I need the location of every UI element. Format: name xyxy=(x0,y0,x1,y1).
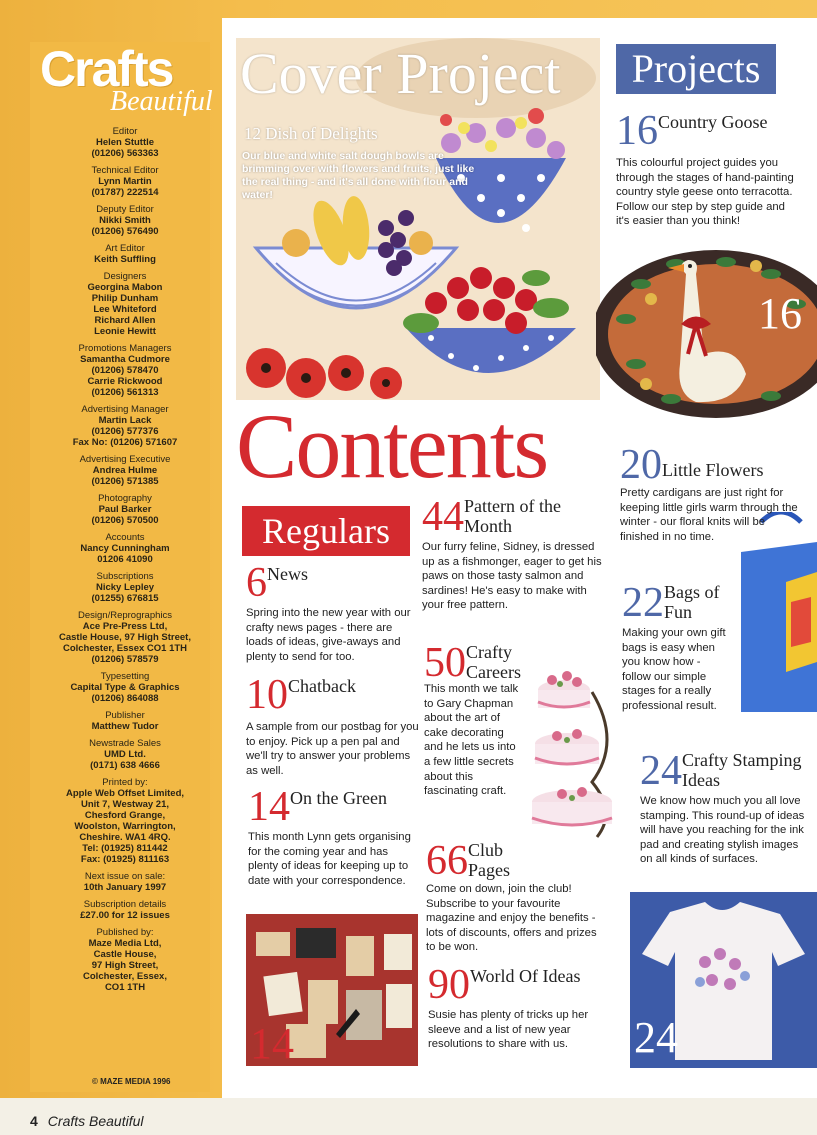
item-title: Little Flowers xyxy=(662,460,764,480)
staff-value: Georgina Mabon Philip Dunham Lee Whiteford Richard Allen Leonie Hewitt xyxy=(87,282,163,337)
goose-photo-number: 16 xyxy=(758,289,802,338)
page-footer xyxy=(30,1113,144,1129)
item-title: On the Green xyxy=(290,788,387,808)
staff-value: Andrea Hulme (01206) 571385 xyxy=(91,465,159,487)
staff-role: Publisher xyxy=(105,710,145,721)
project-item-country-goose[interactable] xyxy=(616,110,796,229)
staff-value: UMD Ltd. (0171) 638 4666 xyxy=(90,749,160,771)
copyright-notice: © MAZE MEDIA 1996 xyxy=(92,1077,171,1086)
item-description: This month Lynn gets organising for the coming year and has plenty of ideas for keeping up to date with your correspondence. xyxy=(248,831,411,887)
staff-credit xyxy=(40,271,210,337)
page-number: 90 xyxy=(428,962,470,1008)
staff-credit xyxy=(40,871,210,893)
item-description: Making your own gift bags is easy when you know how - follow our simple stages for a really professional result. xyxy=(622,627,726,712)
staff-value: Nikki Smith (01206) 576490 xyxy=(91,215,159,237)
staff-role: Newstrade Sales xyxy=(89,738,161,749)
stationery-photo-number: 14 xyxy=(250,1019,294,1068)
staff-value: 10th January 1997 xyxy=(83,882,167,893)
staff-value: Apple Web Offset Limited, Unit 7, Westway 21, Chesford Grange, Woolston, Warrington, Cheshire. WA1 4RQ. Tel: (01925) 811442 Fax: (01925) 811163 xyxy=(65,788,185,865)
staff-credit xyxy=(40,738,210,771)
item-description: We know how much you all love stamping. This round-up of ideas will have you reaching for the ink pad and creating stylish images on all kinds of surfaces. xyxy=(640,795,805,866)
staff-role: Advertising Manager xyxy=(81,404,169,415)
item-description: This colourful project guides you through the stages of hand-painting country style geese onto terracotta. Follow our step by step guide and it's easier than you think! xyxy=(616,157,794,228)
item-title: Crafty Stamping Ideas xyxy=(682,750,802,790)
item-title: Pattern of the Month xyxy=(464,496,561,536)
staff-credit xyxy=(40,571,210,604)
page-number: 14 xyxy=(248,784,290,830)
crafts-beautiful-logo xyxy=(40,41,213,117)
regular-item-pattern-of-the-month[interactable] xyxy=(422,496,602,613)
page-number: 24 xyxy=(640,748,682,794)
page-number: 10 xyxy=(246,672,288,718)
staff-credit xyxy=(40,777,210,865)
staff-role: Promotions Managers xyxy=(78,343,172,354)
item-description: Our furry feline, Sidney, is dressed up as a fishmonger, eager to get his paws on those tasty salmon and sardines! He's easy to make with your free pattern. xyxy=(422,541,602,612)
staff-value: Keith Suffling xyxy=(94,254,156,265)
staff-role: Advertising Executive xyxy=(79,454,171,465)
item-description: This month we talk to Gary Chapman about the art of cake decorating and he lets us into a few little secrets about this fascinating craft. xyxy=(424,683,519,798)
staff-value: Lynn Martin (01787) 222514 xyxy=(91,176,159,198)
project-item-bags-of-fun[interactable] xyxy=(622,582,732,714)
staff-credit xyxy=(40,927,210,993)
staff-credit xyxy=(40,404,210,448)
staff-credit xyxy=(40,899,210,921)
staff-role: Subscription details xyxy=(83,899,167,910)
staff-value: Samantha Cudmore (01206) 578470 Carrie Rickwood (01206) 561313 xyxy=(80,354,170,398)
staff-credit xyxy=(40,454,210,487)
regulars-banner: Regulars xyxy=(242,506,410,556)
staff-credit xyxy=(40,493,210,526)
page-number: 16 xyxy=(616,108,658,154)
staff-role: Editor xyxy=(112,126,138,137)
item-description: A sample from our postbag for you to enjoy. Pick up a pen pal and we'll try to answer your problems as well. xyxy=(246,721,419,777)
staff-role: Subscriptions xyxy=(96,571,154,582)
item-title: Country Goose xyxy=(658,112,768,132)
staff-value: Nicky Lepley (01255) 676815 xyxy=(91,582,159,604)
staff-value: Capital Type & Graphics (01206) 864088 xyxy=(70,682,180,704)
item-description: Spring into the new year with our crafty news pages - there are loads of ideas, give-aways and plenty to send for too. xyxy=(246,607,411,663)
regular-item-on-the-green[interactable] xyxy=(248,786,424,888)
staff-value: Paul Barker (01206) 570500 xyxy=(91,504,159,526)
staff-role: Design/Reprographics xyxy=(78,610,172,621)
staff-role: Typesetting xyxy=(100,671,150,682)
logo-main: Crafts xyxy=(40,41,173,97)
cover-project-title: Cover Project xyxy=(240,41,561,106)
staff-role: Accounts xyxy=(105,532,145,543)
item-title: Crafty Careers xyxy=(466,642,521,682)
staff-credit xyxy=(40,610,210,665)
staff-credit xyxy=(40,671,210,704)
page-number: 6 xyxy=(246,560,267,606)
page-number: 50 xyxy=(424,640,466,686)
footer-magazine-name: Crafts Beautiful xyxy=(47,1113,144,1129)
page-number: 22 xyxy=(622,580,664,626)
staff-value: Matthew Tudor xyxy=(91,721,159,732)
contents-title: Contents xyxy=(236,395,548,497)
staff-value: Martin Lack (01206) 577376 Fax No: (01206) 571607 xyxy=(72,415,178,448)
item-description: Susie has plenty of tricks up her sleeve and a list of new year resolutions to share with us. xyxy=(428,1009,589,1051)
tshirt-photo-number: 24 xyxy=(634,1013,678,1062)
staff-role: Designers xyxy=(103,271,147,282)
staff-credit xyxy=(40,710,210,732)
staff-credit xyxy=(40,243,210,265)
staff-credit xyxy=(40,126,210,159)
item-description: Come on down, join the club! Subscribe to your favourite magazine and enjoy the benefits - lots of discounts, offers and prizes to be won. xyxy=(426,883,597,954)
staff-credit xyxy=(40,165,210,198)
cover-project-description: Our blue and white salt dough bowls are brimming over with flowers and fruits, just like the real thing - and it's all done with flour and water! xyxy=(242,150,475,201)
staff-value: £27.00 for 12 issues xyxy=(80,910,170,921)
item-title: Club Pages xyxy=(468,840,510,880)
project-item-little-flowers[interactable] xyxy=(620,444,798,544)
regular-item-crafty-careers[interactable] xyxy=(424,642,604,799)
staff-credit xyxy=(40,532,210,565)
item-title: World Of Ideas xyxy=(470,966,581,986)
staff-role: Next issue on sale: xyxy=(84,871,166,882)
staff-role: Photography xyxy=(98,493,152,504)
staff-value: Ace Pre-Press Ltd, Castle House, 97 High Street, Colchester, Essex CO1 1TH (01206) 578579 xyxy=(59,621,191,665)
regular-item-chatback[interactable] xyxy=(246,674,422,778)
staff-credits xyxy=(40,126,210,999)
page-number: 20 xyxy=(620,442,662,488)
logo-sub: Beautiful xyxy=(110,86,213,117)
regular-item-world-of-ideas[interactable] xyxy=(428,964,608,1052)
item-title: Bags of Fun xyxy=(664,582,720,622)
page-number: 66 xyxy=(426,838,468,884)
footer-page-number: 4 xyxy=(30,1113,38,1129)
page-number: 44 xyxy=(422,494,464,540)
staff-role: Technical Editor xyxy=(91,165,159,176)
staff-role: Deputy Editor xyxy=(96,204,154,215)
item-description: Pretty cardigans are just right for keeping little girls warm through the winter - our floral knits will be finished in no time. xyxy=(620,487,798,543)
item-title: Chatback xyxy=(288,676,356,696)
project-item-crafty-stamping[interactable] xyxy=(640,750,812,867)
regular-item-news[interactable] xyxy=(246,562,422,664)
staff-value: Nancy Cunningham 01206 41090 xyxy=(80,543,170,565)
item-title: News xyxy=(267,564,308,584)
cover-project-subtitle: 12 Dish of Delights xyxy=(244,124,378,143)
staff-credit xyxy=(40,343,210,398)
staff-role: Printed by: xyxy=(102,777,148,788)
staff-value: Maze Media Ltd, Castle House, 97 High Street, Colchester, Essex, CO1 1TH xyxy=(83,938,167,993)
projects-banner: Projects xyxy=(616,44,776,94)
staff-value: Helen Stuttle (01206) 563363 xyxy=(91,137,159,159)
regular-item-club-pages[interactable] xyxy=(426,840,606,955)
staff-role: Art Editor xyxy=(105,243,145,254)
staff-credit xyxy=(40,204,210,237)
staff-role: Published by: xyxy=(96,927,154,938)
